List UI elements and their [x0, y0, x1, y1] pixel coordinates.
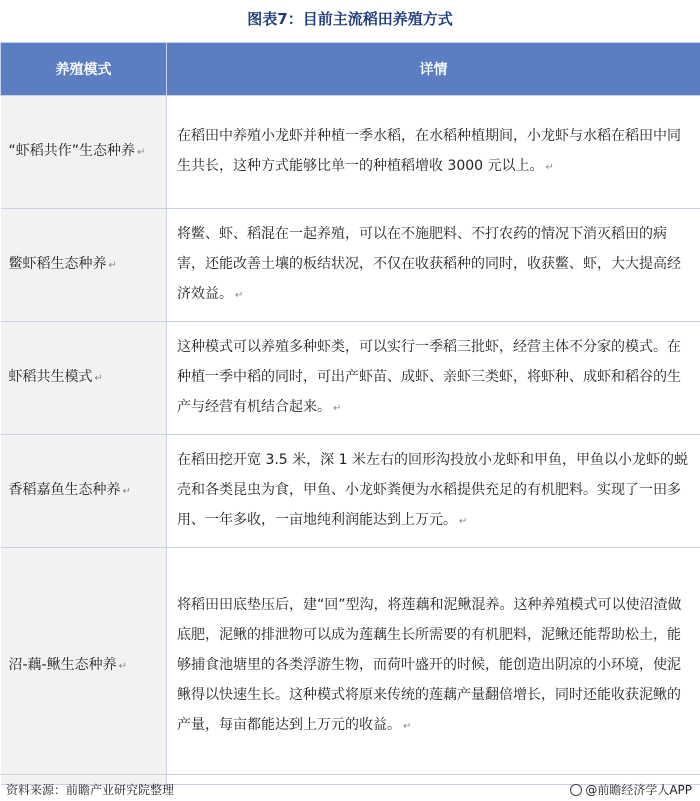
table-row — [1, 322, 700, 435]
paragraph-mark-icon: ↵ — [459, 516, 467, 527]
paragraph-mark-icon: ↵ — [546, 162, 554, 173]
detail-text: 这种模式可以养殖多种虾类，可以实行一季稻三批虾，经营主体不分家的模式。在种植一季中稻的同时，可出产虾苗、成虾、亲虾三类虾，将虾种、成虾和稻谷的生产与经营有机结合起来。 — [177, 339, 681, 415]
detail-text: 在稻田挖开宽 3.5 米，深 1 米左右的回形沟投放小龙虾和甲鱼，甲鱼以小龙虾的蜕壳和各类昆虫为食，甲鱼、小龙虾粪便为水稻提供充足的有机肥料。实现了一田多用、一年多收，一亩地纯利润能达到上万元。 — [177, 452, 688, 528]
row-mode-cell — [1, 209, 167, 322]
mode-text: 香稻嘉鱼生态种养 — [9, 482, 121, 498]
brand-credit — [570, 781, 692, 798]
row-mode-cell — [1, 435, 167, 548]
row-mode-cell — [1, 96, 167, 209]
table-row — [1, 96, 700, 209]
row-mode-cell — [1, 322, 167, 435]
paragraph-mark-icon: ↵ — [403, 721, 411, 732]
mode-text: 鳖虾稻生态种养 — [9, 256, 107, 272]
detail-text: 将稻田田底垫压后，建“回”型沟，将莲藕和泥鳅混养。这种养殖模式可以使沼渣做底肥，泥鳅的排泄物可以成为莲藕生长所需要的有机肥料，泥鳅还能帮助松土，能够捕食池塘里的各类浮游生物，而荷叶盛开的时候，能创造出阴凉的小环境，使泥鳅得以快速生长。这种模式将原来传统的莲藕产量翻倍增长，同时还能收获泥鳅的产量，每亩都能达到上万元的收益。 — [177, 597, 682, 733]
paragraph-mark-icon: ↵ — [235, 290, 243, 301]
row-detail-cell — [167, 322, 700, 435]
paragraph-mark-icon: ↵ — [123, 486, 131, 497]
paragraph-mark-icon: ↵ — [95, 373, 103, 384]
table-row — [1, 209, 700, 322]
mode-text: 虾稻共生模式 — [9, 369, 93, 385]
paragraph-mark-icon: ↵ — [137, 147, 145, 158]
detail-text: 将鳖、虾、稻混在一起养殖，可以在不施肥料、不打农药的情况下消灭稻田的病害，还能改善土壤的板结状况，不仅在收获稻种的同时，收获鳖、虾，大大提高经济效益。 — [177, 226, 681, 302]
header-mode: 养殖模式 — [1, 43, 167, 96]
table-header-row — [1, 43, 700, 96]
weibo-icon — [570, 784, 582, 796]
table-row — [1, 435, 700, 548]
row-detail-cell — [167, 96, 700, 209]
source-note: 资料来源：前瞻产业研究院整理 — [6, 781, 174, 798]
detail-text: 在稻田中养殖小龙虾并种植一季水稻，在水稻种植期间，小龙虾与水稻在稻田中同生共长，这种方式能够比单一的种植稻增收 3000 元以上。 — [177, 128, 681, 174]
breeding-methods-table — [0, 42, 700, 785]
paragraph-mark-icon: ↵ — [109, 260, 117, 271]
paragraph-mark-icon: ↵ — [119, 661, 127, 672]
mode-text: 沼-藕-鳅生态种养 — [9, 657, 117, 673]
mode-text: “虾稻共作”生态种养 — [9, 143, 136, 159]
header-detail: 详情 — [167, 43, 700, 96]
row-detail-cell — [167, 548, 700, 785]
row-detail-cell — [167, 209, 700, 322]
table-title: 图表7：目前主流稻田养殖方式 — [0, 8, 700, 29]
brand-text: @前瞻经济学人APP — [585, 783, 692, 797]
table-row — [1, 548, 700, 785]
paragraph-mark-icon: ↵ — [333, 403, 341, 414]
footer — [0, 774, 700, 801]
row-detail-cell — [167, 435, 700, 548]
row-mode-cell — [1, 548, 167, 785]
